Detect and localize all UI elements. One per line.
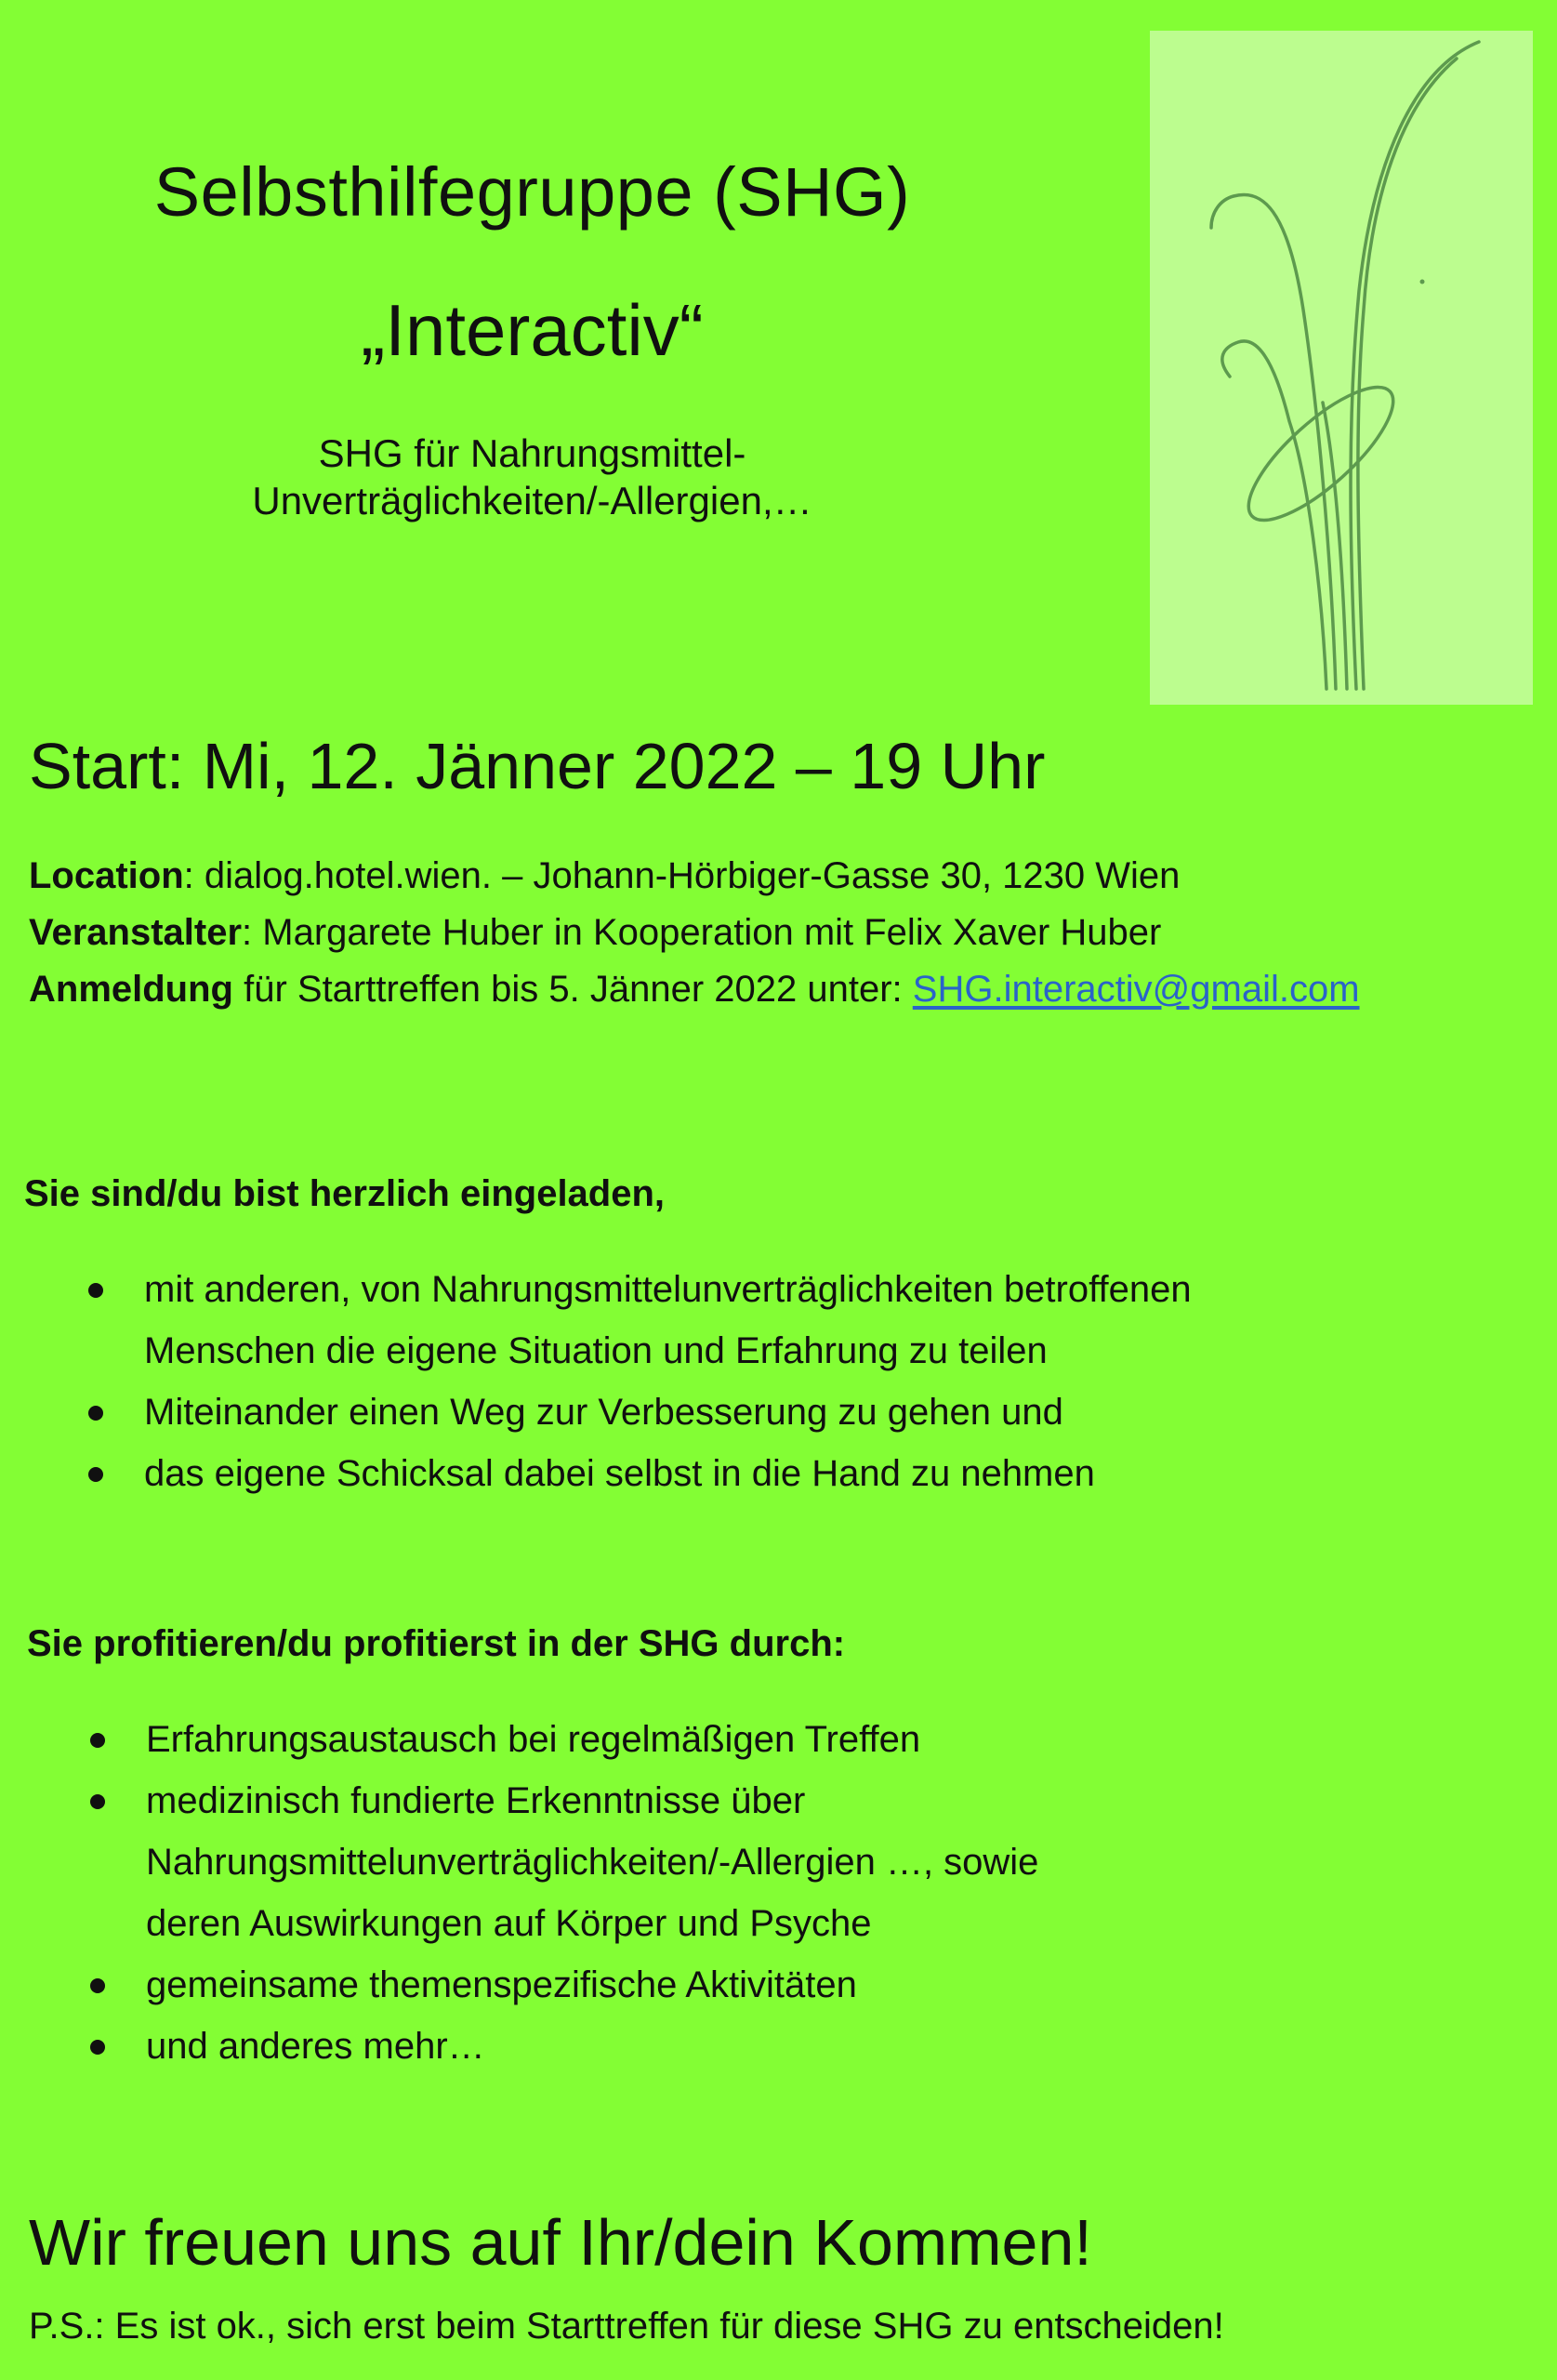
closing-message: Wir freuen uns auf Ihr/dein Kommen! [29,2206,1092,2279]
bullet-icon [90,1794,105,1809]
subtitle-line: SHG für Nahrungsmittel- [318,431,746,475]
registration-value: für Starttreffen bis 5. Jänner 2022 unter: [232,969,913,1010]
bullet-icon [90,1733,105,1748]
event-info [29,848,1360,1018]
organizer-label: Veranstalter [29,912,243,953]
invite-heading: Sie sind/du bist herzlich eingeladen, [24,1173,666,1214]
group-name: „Interactiv“ [361,289,704,371]
list-item-line: deren Auswirkungen auf Körper und Psyche [146,1903,872,1944]
start-date: Start: Mi, 12. Jänner 2022 – 19 Uhr [29,730,1046,802]
organizer-value: : Margarete Huber in Kooperation mit Felix Xaver Huber [242,912,1162,953]
benefits-heading: Sie profitieren/du profitierst in der SHG durch: [27,1623,846,1664]
list-item-line: Menschen die eigene Situation und Erfahrung zu teilen [144,1330,1048,1371]
list-item [90,1770,1484,1954]
bullet-icon [88,1283,103,1298]
invite-list [88,1259,1483,1504]
list-item-line: medizinisch fundierte Erkenntnisse über [146,1780,806,1821]
list-item [88,1259,1483,1382]
list-item-line: gemeinsame themenspezifische Aktivitäten [146,1964,857,2005]
group-title: Selbsthilfegruppe (SHG) [153,153,911,231]
bullet-icon [90,2040,105,2055]
group-subtitle [0,430,1064,524]
benefits-list [90,1709,1484,2077]
registration-label: Anmeldung [29,969,233,1010]
grass-stalks-with-ring-icon [1150,31,1533,705]
organizer-row [29,905,1360,961]
list-item [90,2016,1484,2077]
list-item [90,1709,1484,1770]
list-item [90,1954,1484,2016]
registration-row [29,961,1360,1018]
list-item [88,1443,1483,1504]
bullet-icon [90,1978,105,1993]
bullet-icon [88,1467,103,1482]
list-item-line: und anderes mehr… [146,2026,485,2067]
postscript: P.S.: Es ist ok., sich erst beim Starttreffen für diese SHG zu entscheiden! [29,2306,1224,2347]
location-row [29,848,1360,905]
list-item-line: Erfahrungsaustausch bei regelmäßigen Treffen [146,1719,921,1760]
list-item-line: mit anderen, von Nahrungsmittelunverträglichkeiten betroffenen [144,1269,1192,1310]
location-value: : dialog.hotel.wien. – Johann-Hörbiger-Gasse 30, 1230 Wien [183,855,1181,896]
list-item-line: Nahrungsmittelunverträglichkeiten/-Allergien …, sowie [146,1842,1039,1883]
subtitle-line: Unverträglichkeiten/-Allergien,… [252,479,812,522]
email-link[interactable]: SHG.interactiv@gmail.com [912,969,1360,1010]
location-label: Location [29,855,184,896]
bullet-icon [88,1406,103,1421]
illustration-panel [1150,31,1533,705]
list-item [88,1382,1483,1443]
list-item-line: das eigene Schicksal dabei selbst in die Hand zu nehmen [144,1453,1095,1494]
list-item-line: Miteinander einen Weg zur Verbesserung zu gehen und [144,1392,1063,1433]
